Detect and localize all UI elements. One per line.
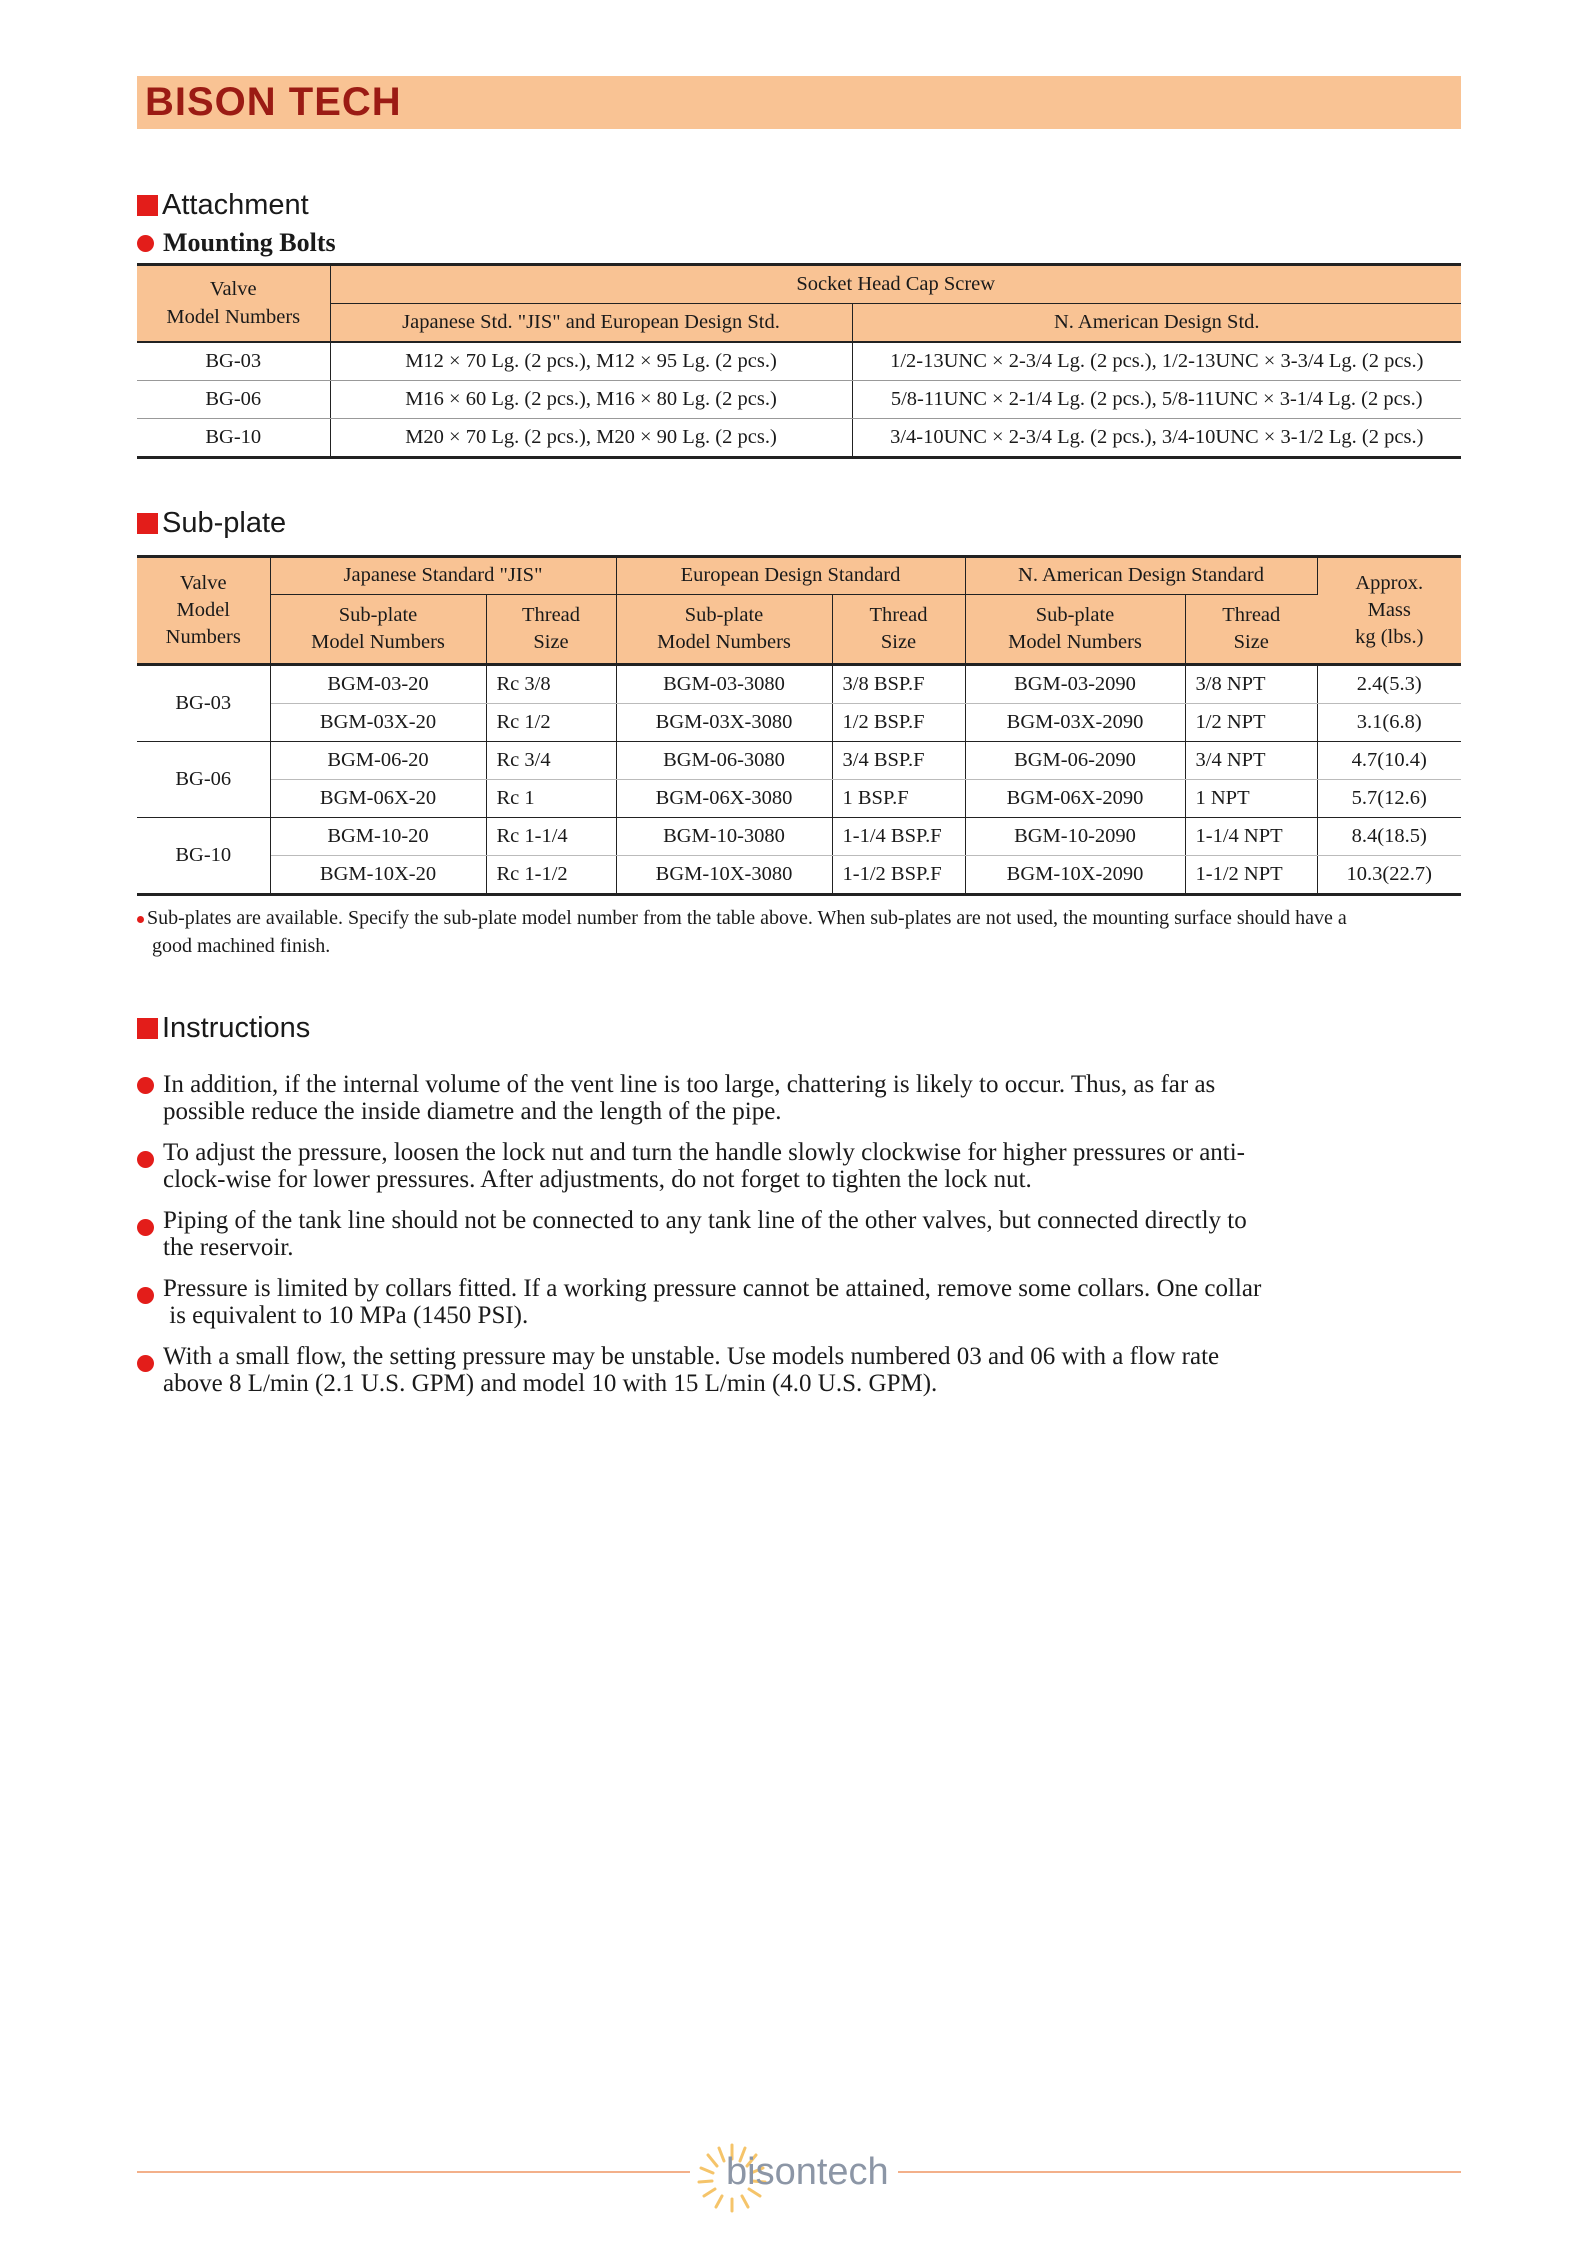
red-dot-icon — [137, 1151, 154, 1168]
table-row — [137, 665, 1461, 704]
footer-logo-text: bisontech — [726, 2151, 889, 2193]
cell-mass: 8.4(18.5) — [1317, 818, 1461, 856]
cell-eu-thread: 1-1/4 BSP.F — [832, 818, 965, 856]
instruction-line-1: Pressure is limited by collars fitted. If a working pressure cannot be attained, remove some collars. One collar — [163, 1275, 1262, 1302]
instruction-line-2: clock-wise for lower pressures. After adjustments, do not forget to tighten the lock nut. — [163, 1166, 1032, 1193]
header-jis-thread: Thread Size — [486, 595, 616, 665]
table-row — [137, 342, 1461, 381]
header-valve-model: Valve Model Numbers — [137, 557, 270, 665]
cell-eu-model: BGM-06X-3080 — [616, 780, 832, 818]
instruction-item — [137, 1275, 1467, 1329]
section-title-attachment — [137, 189, 309, 222]
section-title-text: Attachment — [162, 189, 309, 221]
red-square-icon — [137, 195, 158, 216]
cell-eu-model: BGM-06-3080 — [616, 742, 832, 780]
section-title-text: Instructions — [162, 1012, 311, 1044]
header-valve-model: Valve Model Numbers — [137, 265, 330, 343]
table-row — [137, 704, 1461, 742]
header-north-american: N. American Design Std. — [852, 304, 1461, 343]
header-socket-head-cap-screw: Socket Head Cap Screw — [330, 265, 1461, 304]
header-eu-thread: Thread Size — [832, 595, 965, 665]
cell-eu-thread: 1 BSP.F — [832, 780, 965, 818]
instruction-line-1: Piping of the tank line should not be connected to any tank line of the other valves, but connected directly to — [163, 1207, 1247, 1234]
cell-jis-thread: Rc 1-1/4 — [486, 818, 616, 856]
section-title-subplate — [137, 507, 286, 540]
cell-jis-model: BGM-03X-20 — [270, 704, 486, 742]
red-dot-icon — [137, 916, 144, 923]
cell-eu-model: BGM-03-3080 — [616, 665, 832, 704]
cell-mass: 10.3(22.7) — [1346, 862, 1432, 885]
table-row — [137, 742, 1461, 780]
cell-na-model: BGM-10-2090 — [965, 818, 1185, 856]
red-dot-icon — [137, 1077, 154, 1094]
cell-na-model: BGM-03X-2090 — [965, 704, 1185, 742]
cell-valve: BG-06 — [137, 381, 330, 419]
cell-mass: 5.7(12.6) — [1317, 780, 1461, 818]
instruction-item — [137, 1207, 1467, 1261]
cell-eu-model: BGM-03X-3080 — [616, 704, 832, 742]
instruction-item — [137, 1071, 1467, 1125]
cell-eu-thread: 1-1/2 BSP.F — [832, 856, 965, 895]
cell-na-thread: 1-1/4 NPT — [1185, 818, 1317, 856]
cell-eu-model: BGM-10X-3080 — [616, 856, 832, 895]
table-row — [137, 780, 1461, 818]
subsection-title-text: Mounting Bolts — [163, 228, 336, 257]
cell-jis-model: BGM-06-20 — [270, 742, 486, 780]
cell-eu-thread: 3/8 BSP.F — [832, 665, 965, 704]
cell-jis-thread: Rc 1 — [486, 780, 616, 818]
cell-na-model: BGM-06-2090 — [965, 742, 1185, 780]
cell-na-thread: 3/8 NPT — [1185, 665, 1317, 704]
cell-na-model: BGM-06X-2090 — [965, 780, 1185, 818]
red-dot-icon — [137, 1219, 154, 1236]
cell-jis: M16 × 60 Lg. (2 pcs.), M16 × 80 Lg. (2 pcs.) — [330, 381, 852, 419]
header-european-standard: European Design Standard — [616, 557, 965, 595]
instruction-line-2: above 8 L/min (2.1 U.S. GPM) and model 10 with 15 L/min (4.0 U.S. GPM). — [163, 1370, 938, 1397]
section-title-text: Sub-plate — [162, 507, 287, 539]
cell-na: 3/4-10UNC × 2-3/4 Lg. (2 pcs.), 3/4-10UNC × 3-1/2 Lg. (2 pcs.) — [890, 425, 1424, 448]
header-na-subplate: Sub-plate Model Numbers — [965, 595, 1185, 665]
cell-na-thread: 1-1/2 NPT — [1185, 856, 1317, 895]
instruction-item — [137, 1343, 1467, 1397]
cell-valve: BG-06 — [137, 742, 270, 818]
red-dot-icon — [137, 1287, 154, 1304]
cell-jis: M12 × 70 Lg. (2 pcs.), M12 × 95 Lg. (2 pcs.) — [330, 342, 852, 381]
cell-na-thread: 1 NPT — [1185, 780, 1317, 818]
instruction-line-1: With a small flow, the setting pressure may be unstable. Use models numbered 03 and 06 with a flow rate — [163, 1343, 1220, 1370]
header-jis-standard: Japanese Standard "JIS" — [270, 557, 616, 595]
cell-jis: M20 × 70 Lg. (2 pcs.), M20 × 90 Lg. (2 pcs.) — [330, 419, 852, 458]
table-row — [137, 818, 1461, 856]
cell-mass: 4.7(10.4) — [1317, 742, 1461, 780]
red-square-icon — [137, 513, 158, 534]
cell-valve: BG-03 — [137, 665, 270, 742]
instruction-line-2: is equivalent to 10 MPa (1450 PSI). — [163, 1302, 529, 1329]
note-line-1: Sub-plates are available. Specify the sub-plate model number from the table above. When sub-plates are not used, the mounting surface should have a — [147, 907, 1347, 929]
table-row — [137, 381, 1461, 419]
mounting-bolts-table — [137, 263, 1461, 459]
footer-divider-left — [137, 2171, 690, 2173]
cell-jis-model: BGM-10X-20 — [270, 856, 486, 895]
subplate-table — [137, 555, 1461, 896]
subplate-note — [137, 904, 1467, 960]
cell-jis-thread: Rc 1-1/2 — [486, 856, 616, 895]
cell-eu-thread: 1/2 BSP.F — [832, 704, 965, 742]
cell-valve: BG-03 — [137, 342, 330, 381]
cell-jis-model: BGM-06X-20 — [270, 780, 486, 818]
cell-na: 1/2-13UNC × 2-3/4 Lg. (2 pcs.), 1/2-13UNC × 3-3/4 Lg. (2 pcs.) — [852, 342, 1461, 381]
cell-valve: BG-10 — [137, 818, 270, 895]
header-jis-european: Japanese Std. "JIS" and European Design Std. — [330, 304, 852, 343]
red-dot-icon — [137, 235, 154, 252]
cell-na: 5/8-11UNC × 2-1/4 Lg. (2 pcs.), 5/8-11UNC × 3-1/4 Lg. (2 pcs.) — [852, 381, 1461, 419]
header-na-thread: Thread Size — [1185, 595, 1317, 665]
header-approx-mass: Approx. Mass kg (lbs.) — [1317, 557, 1461, 665]
cell-eu-thread: 3/4 BSP.F — [832, 742, 965, 780]
footer-divider-right — [898, 2171, 1461, 2173]
table-row — [137, 856, 1461, 895]
table-row — [137, 419, 1461, 458]
instruction-line-2: possible reduce the inside diametre and the length of the pipe. — [163, 1098, 782, 1125]
header-banner — [137, 76, 1461, 129]
red-dot-icon — [137, 1355, 154, 1372]
instruction-line-2: the reservoir. — [163, 1234, 294, 1261]
header-eu-subplate: Sub-plate Model Numbers — [616, 595, 832, 665]
cell-jis-model: BGM-03-20 — [270, 665, 486, 704]
cell-na-thread: 1/2 NPT — [1185, 704, 1317, 742]
cell-na-thread: 3/4 NPT — [1185, 742, 1317, 780]
header-na-standard: N. American Design Standard — [965, 557, 1317, 595]
section-title-instructions — [137, 1012, 310, 1045]
cell-na-model: BGM-03-2090 — [965, 665, 1185, 704]
subsection-title-mounting-bolts — [137, 228, 336, 258]
cell-na-model: BGM-10X-2090 — [965, 856, 1185, 895]
cell-mass: 2.4(5.3) — [1317, 665, 1461, 704]
instruction-line-1: In addition, if the internal volume of the vent line is too large, chattering is likely to occur. Thus, as far as — [163, 1071, 1216, 1098]
cell-jis-thread: Rc 1/2 — [486, 704, 616, 742]
cell-eu-model: BGM-10-3080 — [616, 818, 832, 856]
note-line-2: good machined finish. — [152, 935, 331, 957]
cell-jis-thread: Rc 3/4 — [486, 742, 616, 780]
cell-mass: 3.1(6.8) — [1317, 704, 1461, 742]
brand-title: BISON TECH — [145, 80, 402, 124]
cell-jis-model: BGM-10-20 — [270, 818, 486, 856]
instruction-item — [137, 1139, 1467, 1193]
cell-jis-thread: Rc 3/8 — [486, 665, 616, 704]
red-square-icon — [137, 1018, 158, 1039]
instruction-line-1: To adjust the pressure, loosen the lock nut and turn the handle slowly clockwise for higher pressures or anti- — [163, 1139, 1246, 1166]
header-jis-subplate: Sub-plate Model Numbers — [270, 595, 486, 665]
cell-valve: BG-10 — [137, 419, 330, 458]
